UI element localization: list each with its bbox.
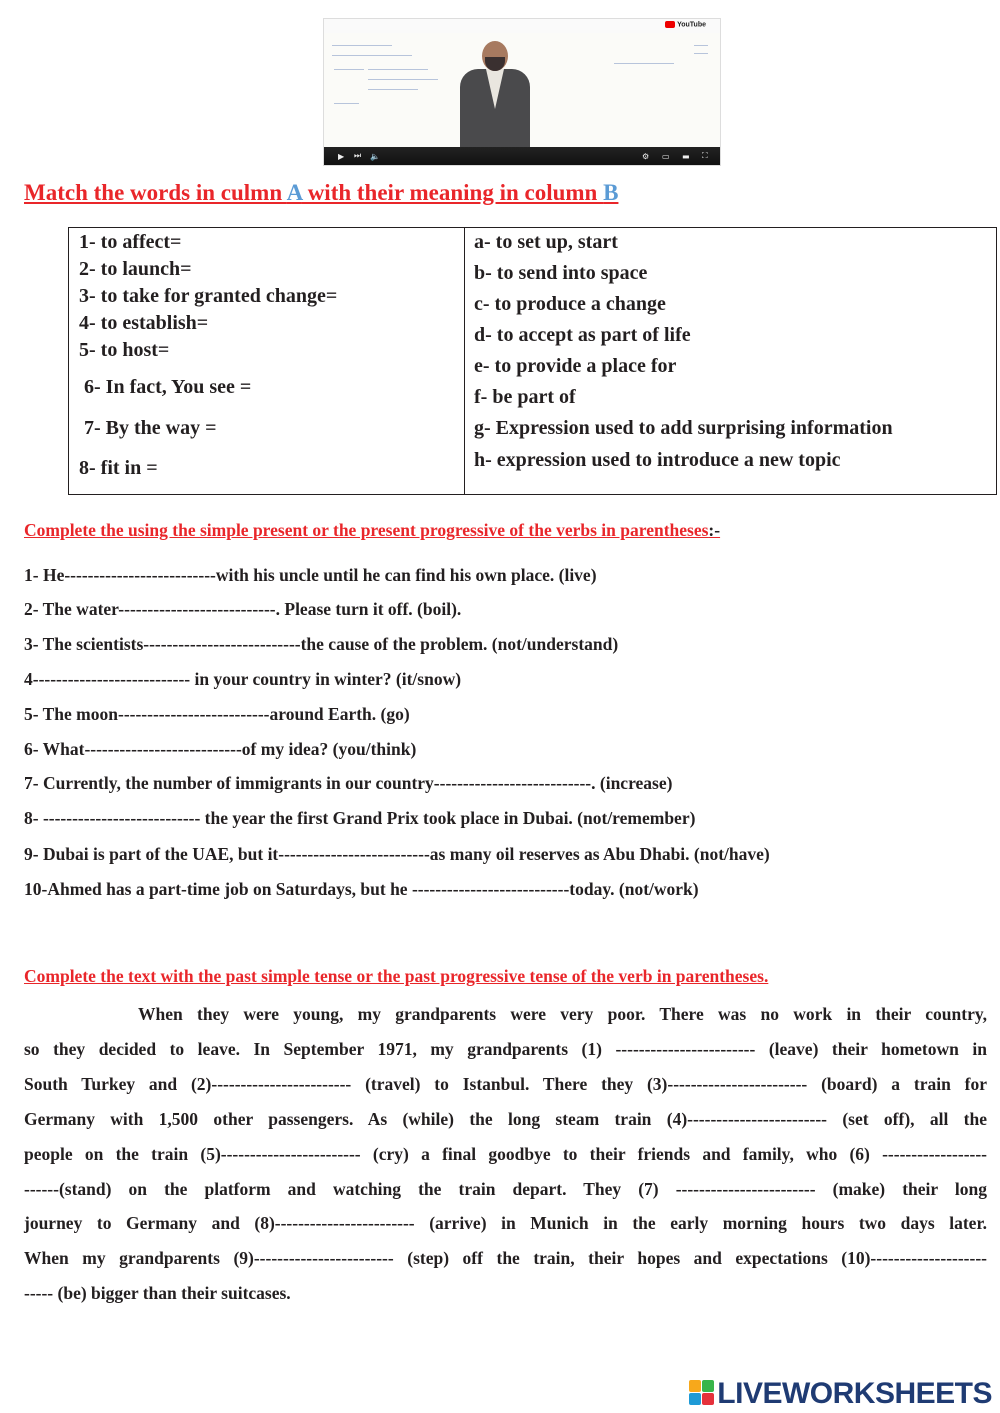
paragraph-line: South Turkey and (2)------------------------ (travel) to Istanbul. There they (3)------------------------ (board) a train for — [24, 1074, 987, 1094]
table-divider — [464, 228, 465, 494]
column-b-item: d- to accept as part of life — [474, 324, 691, 346]
next-icon[interactable]: ⏭ — [354, 151, 362, 160]
exercise-item: 2- The water---------------------------. Please turn it off. (boil). — [24, 599, 462, 619]
exercise-item: 5- The moon--------------------------around Earth. (go) — [24, 704, 410, 724]
paragraph-line: journey to Germany and (8)------------------------ (arrive) in Munich in the early morning hours two days later. — [24, 1213, 987, 1233]
video-title-bar — [324, 19, 720, 34]
play-icon[interactable]: ▶ — [338, 152, 345, 161]
liveworksheets-logo[interactable]: LIVEWORKSHEETS — [689, 1377, 992, 1411]
video-controls — [324, 147, 720, 165]
column-b-item: h- expression used to introduce a new topic — [474, 449, 841, 471]
past-heading: Complete the text with the past simple tense or the past progressive tense of the verb in parentheses. — [24, 966, 769, 986]
column-a-item: 5- to host= — [79, 339, 170, 361]
column-a-item: 2- to launch= — [79, 258, 192, 280]
volume-icon[interactable]: 🔈 — [370, 152, 380, 161]
exercise-item: 7- Currently, the number of immigrants in our country---------------------------. (increase) — [24, 773, 673, 793]
column-a-letter: A — [286, 180, 302, 205]
match-title: Match the words in culmn A with their meaning in column B — [24, 180, 619, 205]
exercise-item: 8- --------------------------- the year the first Grand Prix took place in Dubai. (not/remember) — [24, 808, 696, 828]
column-b-item: f- be part of — [474, 386, 576, 408]
paragraph-line: people on the train (5)------------------------ (cry) a final goodbye to their friends and family, who (6) ------------------ — [24, 1144, 987, 1164]
exercise-item: 4--------------------------- in your country in winter? (it/snow) — [24, 669, 462, 689]
fullscreen-icon[interactable]: ⛶ — [702, 151, 708, 160]
exercise-item: 6- What---------------------------of my idea? (you/think) — [24, 739, 417, 759]
exercise-item: 1- He--------------------------with his uncle until he can find his own place. (live) — [24, 565, 597, 585]
exercise-item: 10-Ahmed has a part-time job on Saturdays, but he ---------------------------today. (not/work) — [24, 879, 699, 899]
theater-icon[interactable]: ▬ — [682, 152, 690, 161]
column-a-item: 6- In fact, You see = — [79, 376, 252, 398]
column-a-item: 7- By the way = — [79, 417, 217, 439]
liveworksheets-mark-icon — [689, 1380, 715, 1406]
present-heading: Complete the using the simple present or the present progressive of the verbs in parentheses:- — [24, 520, 721, 540]
settings-icon[interactable]: ⚙ — [642, 152, 650, 161]
column-b-item: g- Expression used to add surprising information — [474, 417, 893, 439]
video-thumbnail[interactable] — [323, 18, 721, 166]
paragraph-line: so they decided to leave. In September 1971, my grandparents (1) ------------------------ (leave) their hometown in — [24, 1039, 987, 1059]
exercise-item: 9- Dubai is part of the UAE, but it--------------------------as many oil reserves as Abu Dhabi. (not/have) — [24, 844, 770, 864]
paragraph-line: ----- (be) bigger than their suitcases. — [24, 1283, 291, 1303]
column-a-item: 1- to affect= — [79, 231, 182, 253]
column-a-item: 8- fit in = — [79, 457, 158, 479]
column-b-item: b- to send into space — [474, 262, 648, 284]
match-table — [68, 227, 997, 495]
paragraph-line: ------(stand) on the platform and watching the train depart. They (7) ------------------------ (make) their long — [24, 1179, 987, 1199]
column-b-item: c- to produce a change — [474, 293, 666, 315]
teacher-image — [454, 41, 534, 146]
paragraph-line: When my grandparents (9)------------------------ (step) off the train, their hopes and expectations (10)-------------------- — [24, 1248, 987, 1268]
captions-icon[interactable]: ▭ — [662, 152, 670, 161]
youtube-logo: YouTube — [665, 21, 706, 28]
column-a-item: 3- to take for granted change= — [79, 285, 338, 307]
column-b-item: e- to provide a place for — [474, 355, 677, 377]
column-b-item: a- to set up, start — [474, 231, 618, 253]
column-a-item: 4- to establish= — [79, 312, 209, 334]
paragraph-line: When they were young, my grandparents were very poor. There was no work in their country, — [24, 1004, 987, 1024]
exercise-item: 3- The scientists---------------------------the cause of the problem. (not/understand) — [24, 634, 619, 654]
column-b-letter: B — [603, 180, 619, 205]
paragraph-line: Germany with 1,500 other passengers. As (while) the long steam train (4)------------------------ (set off), all the — [24, 1109, 987, 1129]
